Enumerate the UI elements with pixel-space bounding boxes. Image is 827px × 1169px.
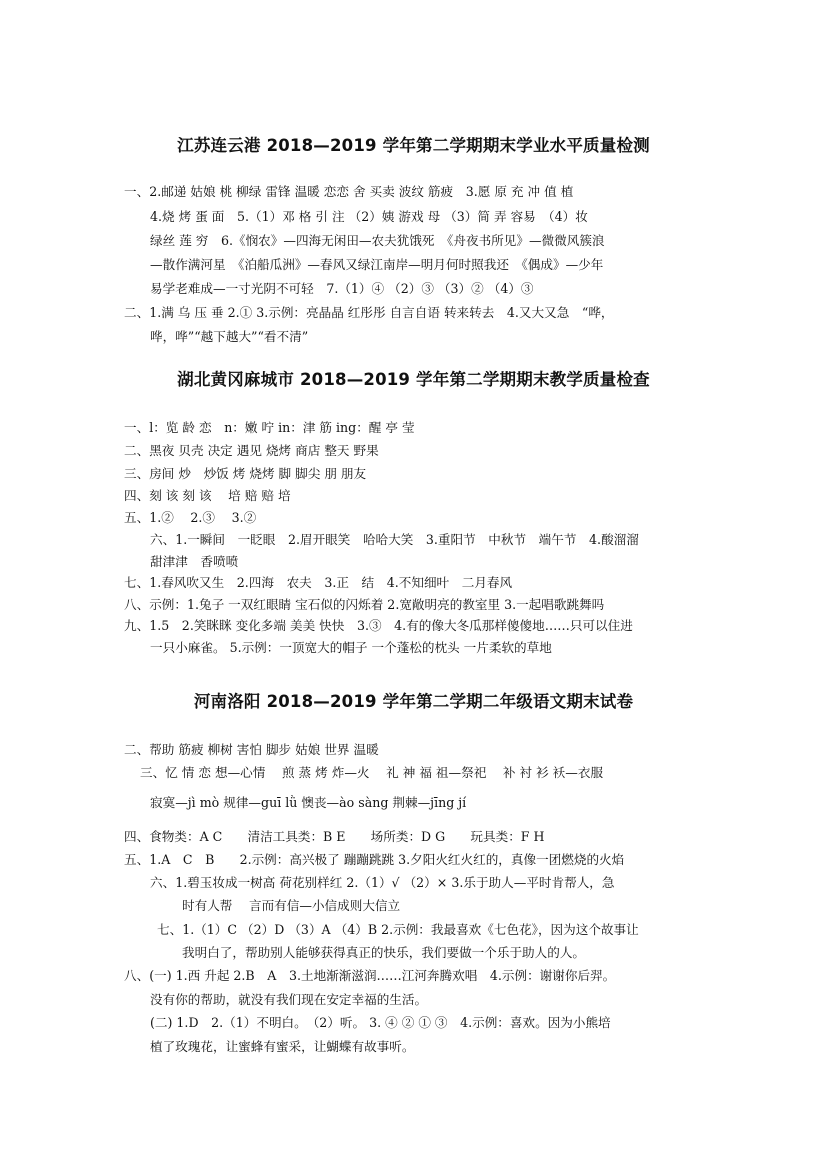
answer-line: 五、1.A C B 2.示例：高兴极了 蹦蹦跳跳 3.夕阳火红火红的，真像一团燃烧的火焰 (124, 852, 625, 867)
section-title-henan: 河南洛阳 2018—2019 学年第二学期二年级语文期末试卷 (193, 692, 634, 711)
answer-line: 二、帮助 筋疲 柳树 害怕 脚步 姑娘 世界 温暖 (124, 742, 379, 757)
answer-line: 绿丝 莲 穷 6.《悯农》—四海无闲田—农夫犹饿死 《舟夜书所见》—微微风簇浪 (150, 233, 605, 248)
answer-line: 没有你的帮助，就没有我们现在安定幸福的生活。 (150, 992, 428, 1007)
answer-line: —散作满河星 《泊船瓜洲》—春风又绿江南岸—明月何时照我还 《偶成》—少年 (150, 257, 604, 272)
answer-line: 六、1.一瞬间 一眨眼 2.眉开眼笑 哈哈大笑 3.重阳节 中秋节 端午节 4.酸溜溜 (150, 532, 639, 547)
answer-line: 一、2.邮递 姑娘 桃 柳绿 雷锋 温暖 恋恋 舍 买卖 波纹 筋疲 3.愿 原 充 冲 值 植 (124, 184, 574, 199)
answer-line: 二、黑夜 贝壳 决定 遇见 烧烤 商店 整天 野果 (124, 443, 379, 458)
answer-line: 六、1.碧玉妆成一树高 荷花别样红 2.（1）√ （2）× 3.乐于助人—平时肯帮人，急 (150, 875, 615, 890)
answer-line: 4.烧 烤 蛋 面 5.（1）邓 格 引 注 （2）姨 游戏 母 （3）简 弄 容易 （4）妆 (150, 209, 588, 224)
answer-line: 七、1.（1）C （2）D （3）A （4）B 2.示例：我最喜欢《七色花》，因为这个故事让 (157, 922, 639, 937)
answer-line: 三、房间 炒 炒饭 烤 烧烤 脚 脚尖 朋 朋友 (124, 466, 367, 481)
answer-line: 一只小麻雀。 5.示例：一顶宽大的帽子 一个蓬松的枕头 一片柔软的草地 (150, 640, 552, 655)
answer-line: 八、示例：1.兔子 一双红眼睛 宝石似的闪烁着 2.宽敞明亮的教室里 3.一起唱歌跳舞吗 (124, 597, 605, 612)
section-title-hubei: 湖北黄冈麻城市 2018—2019 学年第二学期期末教学质量检查 (177, 370, 650, 389)
answer-line: (二) 1.D 2.（1）不明白。 （2）听。 3. ④ ② ① ③ 4.示例：喜欢。因为小熊培 (150, 1015, 611, 1030)
answer-line: 三、忆 情 恋 想—心情 煎 蒸 烤 炸—火 礼 神 福 祖—祭祀 补 衬 衫 袄—衣服 (140, 765, 604, 780)
answer-line: 我明白了，帮助别人能够获得真正的快乐，我们要做一个乐于助人的人。 (182, 945, 585, 960)
answer-line: 寂寞—jì mò 规律—guī lǜ 懊丧—ào sàng 荆棘—jīng jí (150, 795, 467, 810)
answer-line: 五、1.② 2.③ 3.② (124, 510, 257, 525)
answer-line: 易学老难成—一寸光阴不可轻 7.（1）④ （2）③ （3）② （4）③ (150, 281, 534, 296)
answer-line: 植了玫瑰花，让蜜蜂有蜜采，让蝴蝶有故事听。 (150, 1039, 415, 1054)
answer-line: 一、l：览 龄 恋 n：嫩 咛 in：津 筋 ing：醒 亭 莹 (124, 420, 415, 435)
answer-line: 九、1.5 2.笑眯眯 变化多端 美美 快快 3.③ 4.有的像大冬瓜那样傻傻地……只可以住进 (124, 618, 633, 633)
answer-line: 哗，哗”“越下越大”“看不清” (150, 329, 309, 344)
answer-line: 二、1.满 乌 压 垂 2.① 3.示例：亮晶晶 红彤彤 自言自语 转来转去 4.又大又急 “哗， (124, 305, 614, 320)
answer-line: 四、食物类：A C 清洁工具类：B E 场所类：D G 玩具类：F H (124, 829, 545, 844)
answer-line: 甜津津 香喷喷 (150, 554, 239, 569)
answer-line: 八、(一) 1.西 升起 2.B A 3.土地渐渐滋润……江河奔腾欢唱 4.示例：谢谢你后羿。 (124, 968, 616, 983)
answer-line: 时有人帮 言而有信—小信成则大信立 (182, 898, 401, 913)
section-title-jiangsu: 江苏连云港 2018—2019 学年第二学期期末学业水平质量检测 (177, 136, 650, 155)
answer-line: 七、1.春风吹又生 2.四海 农夫 3.正 结 4.不知细叶 二月春风 (124, 575, 513, 590)
answer-line: 四、刻 该 刻 该 培 赔 赔 培 (124, 488, 291, 503)
